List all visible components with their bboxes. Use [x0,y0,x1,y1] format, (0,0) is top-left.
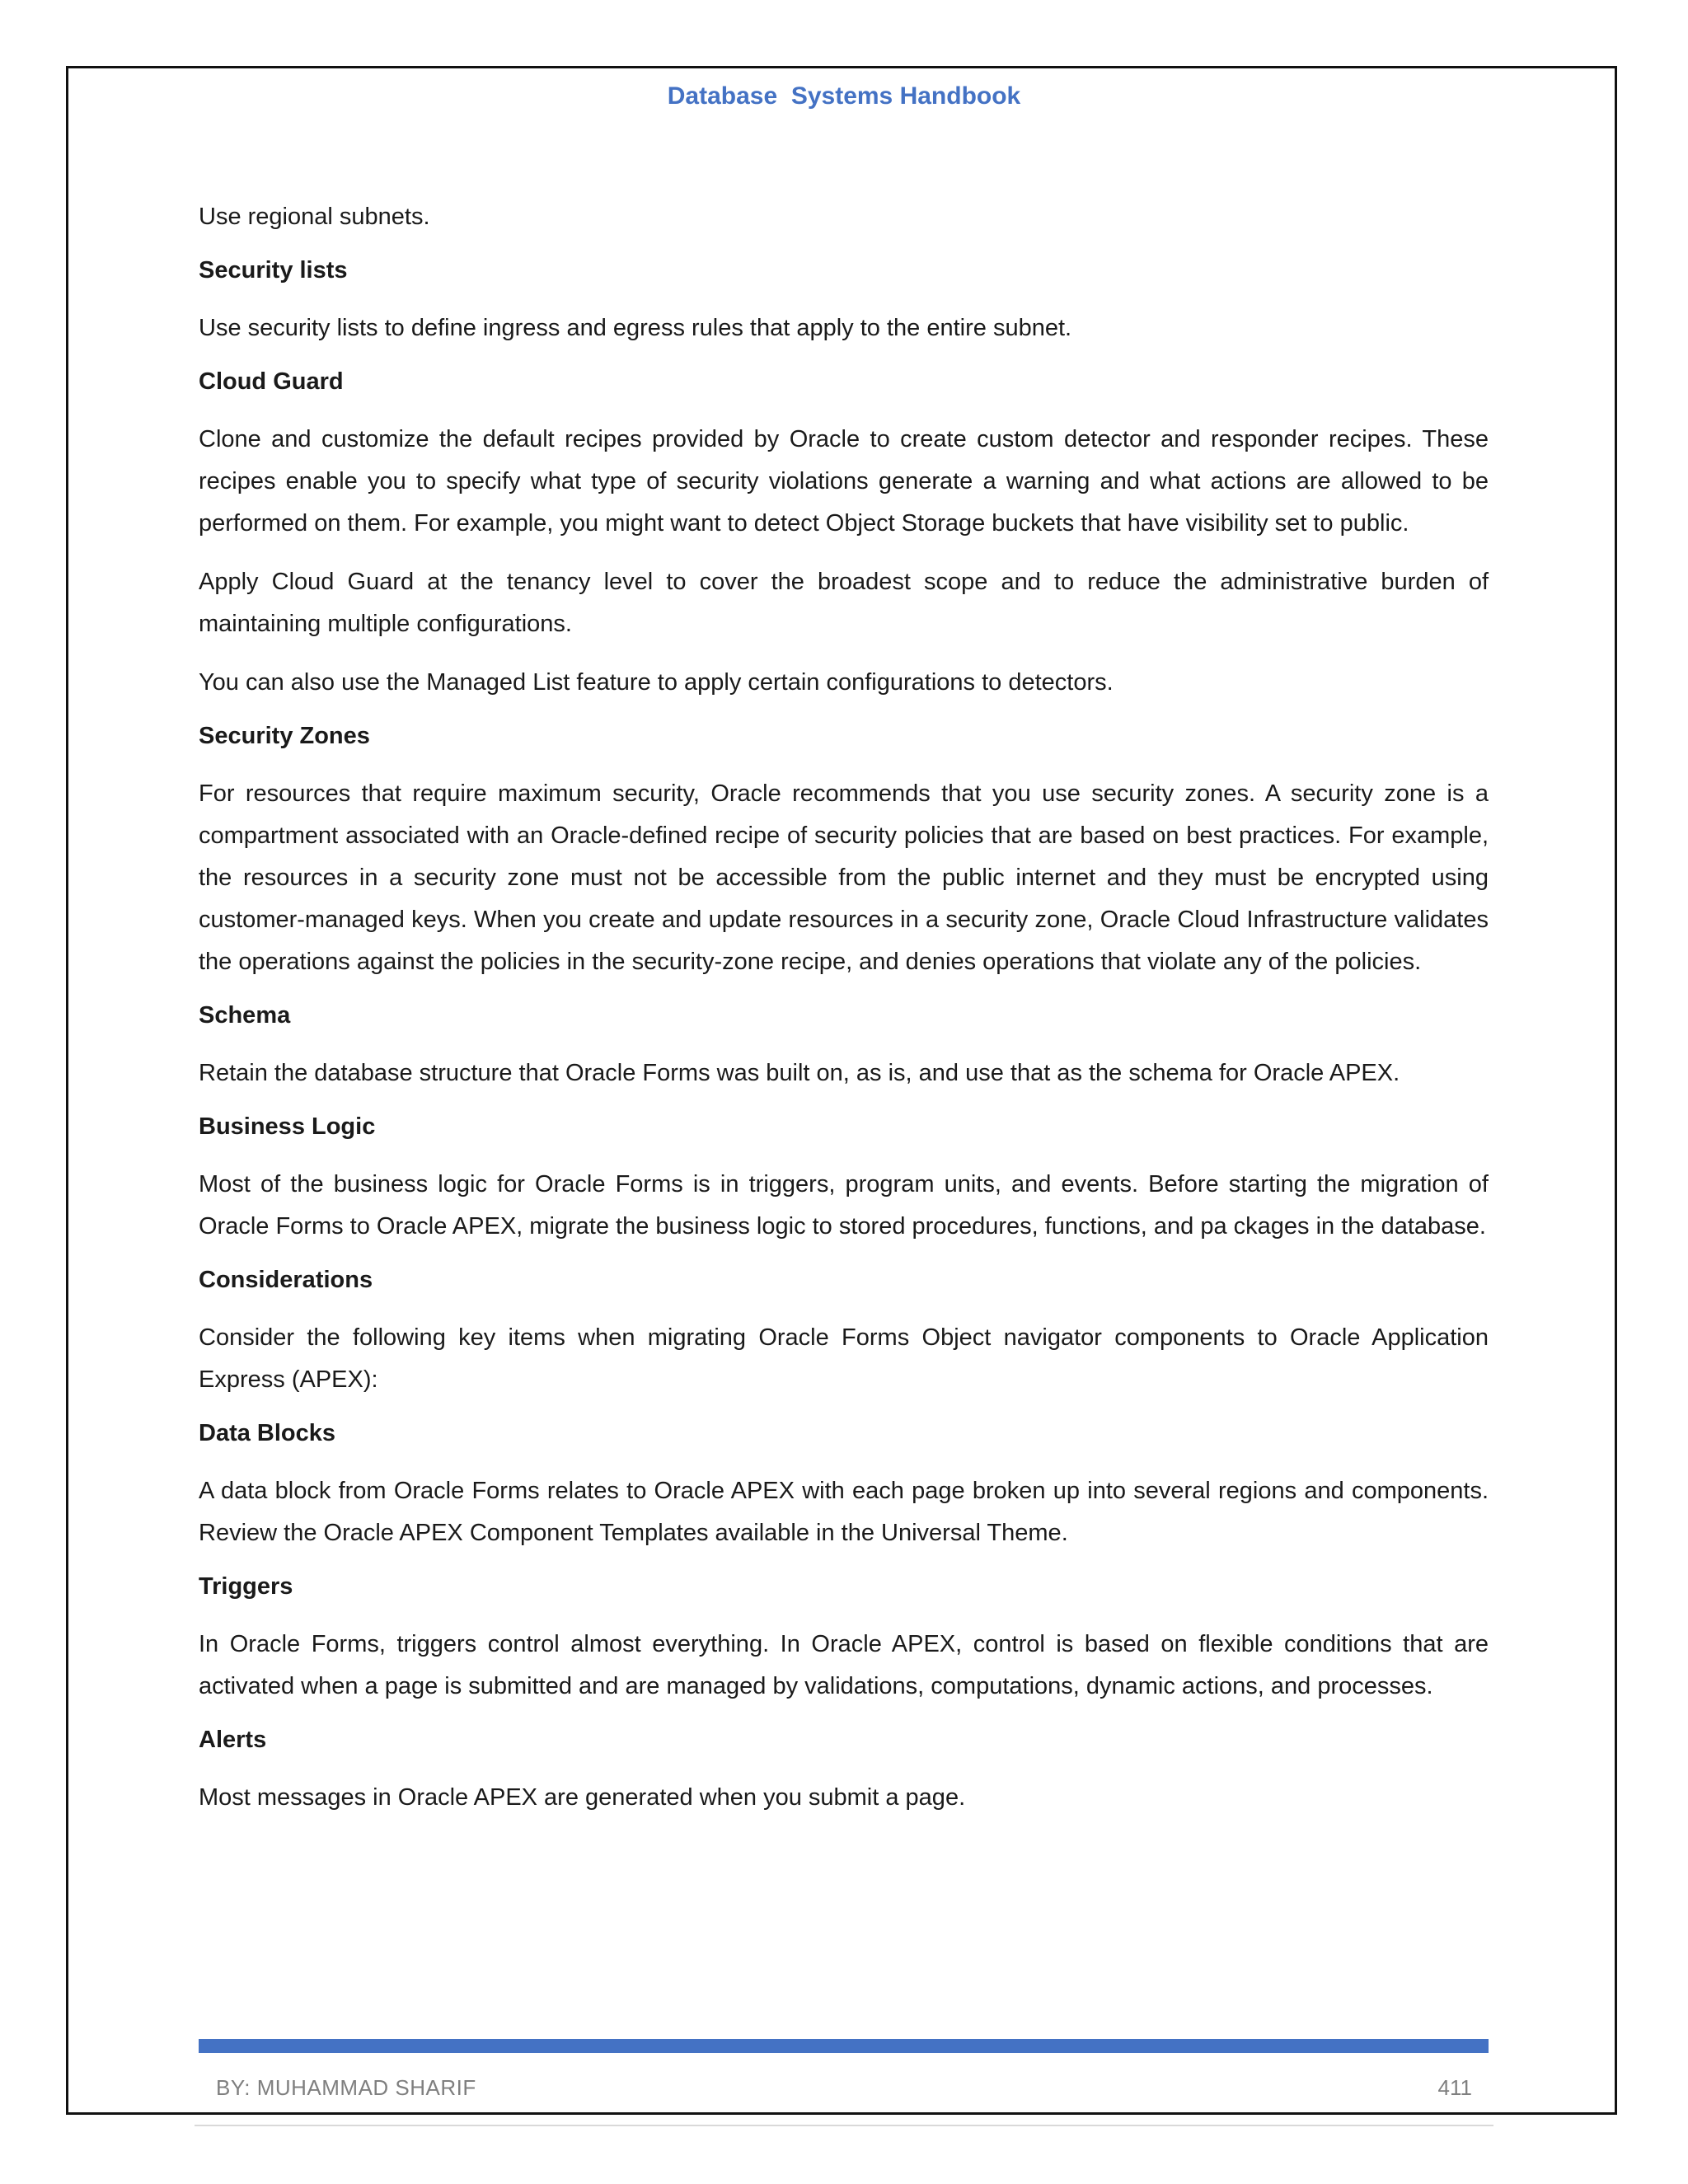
paragraph-managed-list: You can also use the Managed List feature to apply certain configurations to detectors. [199,669,1114,696]
bottom-divider [195,2125,1493,2126]
document-body [199,196,1489,1835]
heading-alerts: Alerts [199,1727,267,1753]
paragraph-considerations: Consider the following key items when migrating Oracle Forms Object navigator components to Oracle Application Express (APEX): [199,1324,1489,1393]
paragraph-alerts: Most messages in Oracle APEX are generated when you submit a page. [199,1784,966,1811]
heading-security-lists: Security lists [199,257,348,284]
paragraph-regional-subnets: Use regional subnets. [199,204,430,230]
paragraph-business-logic: Most of the business logic for Oracle Forms is in triggers, program units, and events. Before starting the migration of Oracle Forms to Oracle APEX, migrate the business logic to stored procedures, functions, and pa ckages in the database. [199,1171,1489,1240]
running-header: Database Systems Handbook [667,82,1021,110]
heading-triggers: Triggers [199,1573,293,1600]
page-number: 411 [1437,2075,1472,2100]
paragraph-cloud-guard-tenancy: Apply Cloud Guard at the tenancy level to cover the broadest scope and to reduce the administrative burden of maintaining multiple configurations. [199,569,1489,637]
paragraph-cloud-guard-recipes: Clone and customize the default recipes provided by Oracle to create custom detector and responder recipes. These recipes enable you to specify what type of security violations generate a warning and what actions are allowed to be performed on them. For example, you might want to detect Object Storage buckets that have visibility set to public. [199,426,1489,537]
heading-schema: Schema [199,1002,291,1029]
heading-business-logic: Business Logic [199,1113,376,1140]
heading-considerations: Considerations [199,1267,373,1293]
paragraph-security-zones: For resources that require maximum security, Oracle recommends that you use security zones. A security zone is a compartment associated with an Oracle-defined recipe of security policies that are based on best practices. For example, the resources in a security zone must not be accessible from the public internet and they must be encrypted using customer-managed keys. When you create and update resources in a security zone, Oracle Cloud Infrastructure validates the operations against the policies in the security-zone recipe, and denies operations that violate any of the policies. [199,780,1489,975]
paragraph-security-lists: Use security lists to define ingress and egress rules that apply to the entire subnet. [199,315,1072,341]
paragraph-data-blocks: A data block from Oracle Forms relates to Oracle APEX with each page broken up into several regions and components. Review the Oracle APEX Component Templates available in the Universal Theme. [199,1478,1489,1546]
footer-rule [199,2039,1489,2053]
paragraph-triggers: In Oracle Forms, triggers control almost everything. In Oracle APEX, control is based on flexible conditions that are activated when a page is submitted and are managed by validations, computations, dynamic actions, and processes. [199,1631,1489,1699]
paragraph-schema: Retain the database structure that Oracle Forms was built on, as is, and use that as the schema for Oracle APEX. [199,1060,1400,1086]
heading-cloud-guard: Cloud Guard [199,368,344,395]
heading-data-blocks: Data Blocks [199,1420,336,1446]
footer-author: BY: MUHAMMAD SHARIF [216,2075,476,2100]
heading-security-zones: Security Zones [199,723,370,749]
